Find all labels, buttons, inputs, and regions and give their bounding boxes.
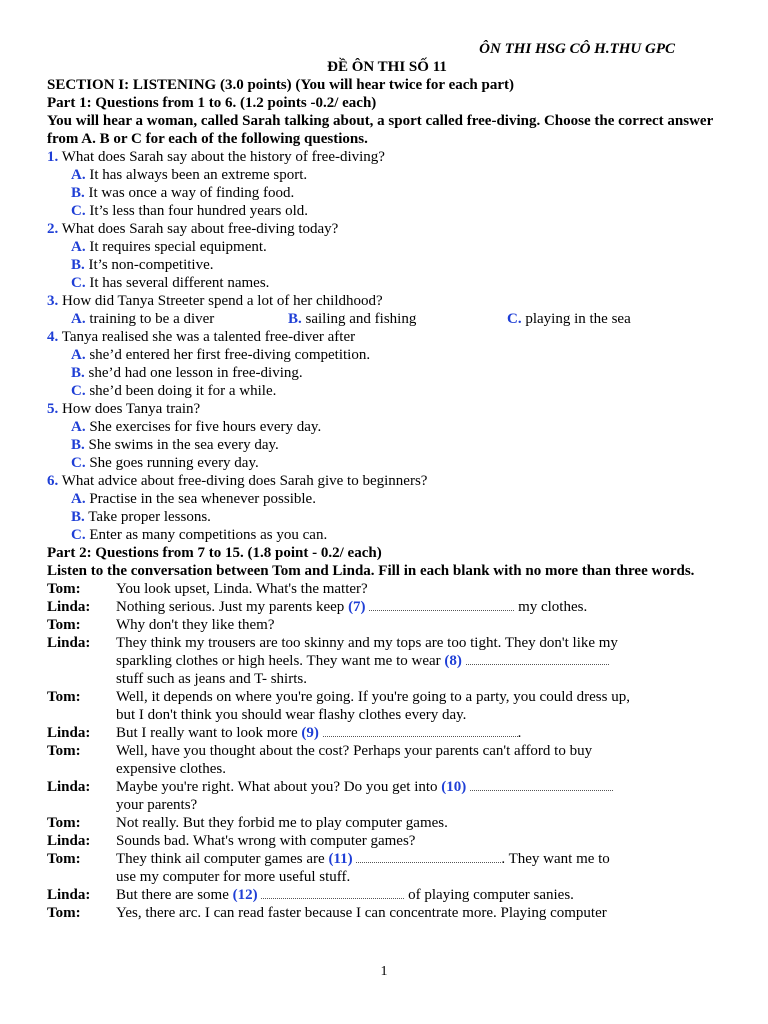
option	[71, 310, 288, 328]
option-text: It requires special equipment.	[89, 239, 267, 255]
question-text: What does Sarah say about free-diving today?	[61, 221, 339, 237]
utterance-text: Maybe you're right. What about you? Do you get into	[116, 779, 438, 795]
option	[47, 184, 727, 202]
utterance-text: Well, it depends on where you're going. If you're going to a party, you could dress up,	[116, 689, 630, 705]
blank-number: (12)	[232, 887, 258, 903]
option	[288, 310, 507, 328]
dialog-line	[47, 814, 727, 832]
dialog-line	[47, 688, 727, 724]
part1-instructions: You will hear a woman, called Sarah talking about, a sport called free-diving. Choose the correct answer from A. B or C for each of the following questions.	[47, 113, 713, 147]
utterance	[116, 598, 727, 616]
speaker-label: Tom:	[47, 905, 81, 921]
answer-blank[interactable]	[323, 724, 518, 737]
option	[47, 508, 727, 526]
option-text: Take proper lessons.	[88, 509, 211, 525]
option	[47, 166, 727, 184]
question	[47, 220, 727, 238]
option-text: It was once a way of finding food.	[88, 185, 295, 201]
part2-instructions: Listen to the conversation between Tom and Linda. Fill in each blank with no more than three words.	[47, 563, 695, 579]
question-number: 5.	[47, 401, 59, 417]
option-text: It’s non-competitive.	[88, 257, 214, 273]
utterance-text: stuff such as jeans and T- shirts.	[116, 671, 307, 687]
option-text: Enter as many competitions as you can.	[89, 527, 328, 543]
option	[47, 256, 727, 274]
utterance	[116, 634, 727, 688]
utterance-text: sparkling clothes or high heels. They want me to wear	[116, 653, 441, 669]
option	[507, 310, 631, 328]
question-text: How does Tanya train?	[62, 401, 201, 417]
utterance-text: . They want me to	[501, 851, 610, 867]
option-text: She goes running every day.	[89, 455, 259, 471]
utterance	[116, 850, 727, 886]
utterance-line	[116, 652, 727, 670]
utterance-text: They think ail computer games are	[116, 851, 325, 867]
dialog-line	[47, 886, 727, 904]
dialog-line	[47, 850, 727, 886]
option-text: It’s less than four hundred years old.	[89, 203, 309, 219]
part1-heading: Part 1: Questions from 1 to 6. (1.2 points -0.2/ each)	[47, 95, 377, 111]
utterance-text: But there are some	[116, 887, 229, 903]
answer-blank[interactable]	[261, 886, 404, 899]
question	[47, 148, 727, 166]
blank-number: (7)	[348, 599, 366, 615]
option-text: She swims in the sea every day.	[88, 437, 279, 453]
option-letter: A.	[71, 419, 86, 435]
question-text: What does Sarah say about the history of free-diving?	[61, 149, 385, 165]
answer-blank[interactable]	[470, 778, 613, 791]
option-text: she’d been doing it for a while.	[89, 383, 277, 399]
option-letter: A.	[71, 347, 86, 363]
utterance-text: my clothes.	[518, 599, 588, 615]
option-letter: B.	[71, 509, 85, 525]
section-heading: SECTION I: LISTENING (3.0 points) (You will hear twice for each part)	[47, 77, 514, 93]
question-number: 2.	[47, 221, 59, 237]
answer-blank[interactable]	[356, 850, 501, 863]
option-letter: C.	[71, 383, 86, 399]
utterance-text: use my computer for more useful stuff.	[116, 869, 351, 885]
utterance-text: but I don't think you should wear flashy clothes every day.	[116, 707, 467, 723]
option-letter: C.	[71, 527, 86, 543]
speaker-label: Linda:	[47, 599, 91, 615]
dialog-line	[47, 724, 727, 742]
utterance	[116, 724, 727, 742]
option	[47, 238, 727, 256]
speaker-label: Tom:	[47, 851, 81, 867]
question	[47, 292, 727, 310]
page-number: 1	[380, 964, 388, 979]
option-letter: B.	[288, 311, 302, 327]
blank-number: (10)	[441, 779, 467, 795]
option-letter: B.	[71, 365, 85, 381]
speaker-label: Tom:	[47, 689, 81, 705]
option	[47, 436, 727, 454]
speaker-label: Linda:	[47, 833, 91, 849]
utterance: Sounds bad. What's wrong with computer games?	[116, 833, 416, 849]
utterance: Not really. But they forbid me to play computer games.	[116, 815, 448, 831]
speaker-label: Tom:	[47, 617, 81, 633]
document-page	[47, 40, 727, 922]
speaker-label: Linda:	[47, 635, 91, 651]
dialog-line	[47, 742, 727, 778]
utterance	[116, 886, 727, 904]
utterance-line	[116, 850, 727, 868]
question-text: What advice about free-diving does Sarah give to beginners?	[61, 473, 428, 489]
answer-blank[interactable]	[466, 652, 609, 665]
option-letter: A.	[71, 491, 86, 507]
option-text: she’d entered her first free-diving competition.	[89, 347, 371, 363]
option-text: It has always been an extreme sport.	[89, 167, 308, 183]
option-text: Practise in the sea whenever possible.	[89, 491, 316, 507]
utterance-text: expensive clothes.	[116, 761, 226, 777]
option	[47, 418, 727, 436]
options-row	[47, 310, 727, 328]
question	[47, 472, 727, 490]
speaker-label: Linda:	[47, 725, 91, 741]
dialog-line	[47, 598, 727, 616]
utterance-text: They think my trousers are too skinny and my tops are too tight. They don't like my	[116, 635, 618, 651]
option-letter: B.	[71, 185, 85, 201]
dialog-line	[47, 778, 727, 814]
speaker-label: Tom:	[47, 743, 81, 759]
speaker-label: Linda:	[47, 779, 91, 795]
speaker-label: Tom:	[47, 815, 81, 831]
option	[47, 346, 727, 364]
header-author: ÔN THI HSG CÔ H.THU GPC	[479, 41, 675, 57]
blank-number: (8)	[444, 653, 462, 669]
utterance	[116, 688, 727, 724]
option-text: training to be a diver	[89, 311, 215, 327]
utterance-text: your parents?	[116, 797, 198, 813]
option	[47, 364, 727, 382]
option-letter: B.	[71, 257, 85, 273]
utterance-text: Well, have you thought about the cost? Perhaps your parents can't afford to buy	[116, 743, 593, 759]
utterance	[116, 778, 727, 814]
option-letter: A.	[71, 311, 86, 327]
page-title: ĐỀ ÔN THI SỐ 11	[327, 59, 447, 75]
speaker-label: Tom:	[47, 581, 81, 597]
utterance-text: Nothing serious. Just my parents keep	[116, 599, 345, 615]
option-letter: C.	[71, 275, 86, 291]
option-letter: A.	[71, 239, 86, 255]
utterance: Why don't they like them?	[116, 617, 275, 633]
dialog-line	[47, 832, 727, 850]
utterance: Yes, there arc. I can read faster because I can concentrate more. Playing computer	[116, 905, 607, 921]
option-text: sailing and fishing	[305, 311, 417, 327]
option-letter: C.	[71, 203, 86, 219]
question	[47, 328, 727, 346]
question-number: 1.	[47, 149, 59, 165]
utterance-text: of playing computer sanies.	[408, 887, 574, 903]
dialog-line	[47, 616, 727, 634]
option-text: She exercises for five hours every day.	[89, 419, 322, 435]
option-letter: C.	[71, 455, 86, 471]
utterance: You look upset, Linda. What's the matter?	[116, 581, 368, 597]
dialog-line	[47, 580, 727, 598]
utterance-text: .	[517, 725, 522, 741]
blank-number: (9)	[301, 725, 319, 741]
answer-blank[interactable]	[369, 598, 514, 611]
option	[47, 274, 727, 292]
option-letter: A.	[71, 167, 86, 183]
option-letter: B.	[71, 437, 85, 453]
option-text: playing in the sea	[525, 311, 631, 327]
utterance	[116, 742, 727, 778]
part2-heading: Part 2: Questions from 7 to 15. (1.8 point - 0.2/ each)	[47, 545, 382, 561]
question-number: 3.	[47, 293, 59, 309]
dialog-line	[47, 634, 727, 688]
question-text: Tanya realised she was a talented free-diver after	[61, 329, 356, 345]
option	[47, 382, 727, 400]
question-number: 6.	[47, 473, 59, 489]
blank-number: (11)	[328, 851, 353, 867]
question-number: 4.	[47, 329, 59, 345]
option-text: she’d had one lesson in free-diving.	[88, 365, 303, 381]
question-text: How did Tanya Streeter spend a lot of her childhood?	[62, 293, 383, 309]
option-letter: C.	[507, 311, 522, 327]
option	[47, 202, 727, 220]
option	[47, 526, 727, 544]
utterance-line	[116, 778, 727, 796]
dialog-line	[47, 904, 727, 922]
question	[47, 400, 727, 418]
option-text: It has several different names.	[89, 275, 270, 291]
option	[47, 490, 727, 508]
option	[47, 454, 727, 472]
speaker-label: Linda:	[47, 887, 91, 903]
utterance-text: But I really want to look more	[116, 725, 298, 741]
